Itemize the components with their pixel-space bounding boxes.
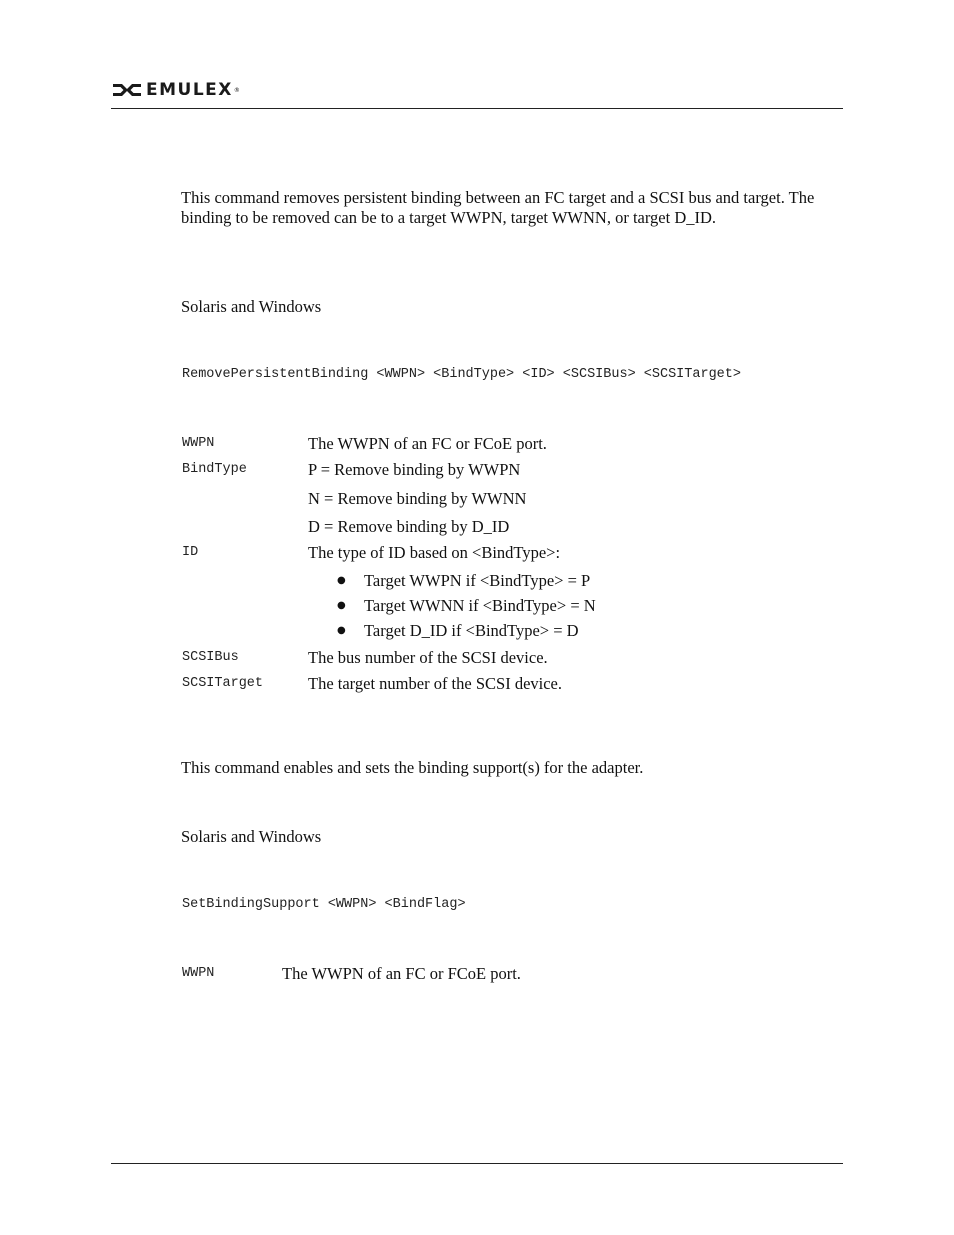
param-desc-scsibus: The bus number of the SCSI device. xyxy=(308,648,548,667)
param-name-id: ID xyxy=(182,545,199,560)
bullet-dot: ● xyxy=(337,600,346,611)
param-name-scsitarget: SCSITarget xyxy=(182,676,264,691)
id-bullet-did: Target D_ID if <BindType> = D xyxy=(364,621,579,640)
footer-rule xyxy=(111,1163,843,1164)
param-name-wwpn: WWPN xyxy=(182,436,215,451)
param-desc-bindtype-n: N = Remove binding by WWNN xyxy=(308,489,527,508)
bullet-dot: ● xyxy=(337,625,346,636)
section2-syntax: SetBindingSupport <WWPN> <BindFlag> xyxy=(182,897,466,912)
id-bullet-wwpn: Target WWPN if <BindType> = P xyxy=(364,571,591,590)
section2-description: This command enables and sets the binding support(s) for the adapter. xyxy=(181,758,644,777)
section1-description: This command removes persistent binding between an FC target and a SCSI bus and target. The binding to be removed can be to a target WWPN, target WWNN, or target D_ID. xyxy=(181,188,815,227)
emulex-logo-icon xyxy=(112,82,142,98)
param-desc-wwpn: The WWPN of an FC or FCoE port. xyxy=(308,434,547,453)
header-rule xyxy=(111,108,843,109)
param-desc-wwpn-2: The WWPN of an FC or FCoE port. xyxy=(282,964,521,983)
emulex-logo xyxy=(112,80,240,100)
bullet-dot: ● xyxy=(337,575,346,586)
id-bullet-wwnn: Target WWNN if <BindType> = N xyxy=(364,596,596,615)
logo-text: EMULEX xyxy=(146,80,233,100)
section1-syntax: RemovePersistentBinding <WWPN> <BindType> <ID> <SCSIBus> <SCSITarget> xyxy=(182,367,741,382)
param-desc-bindtype-p: P = Remove binding by WWPN xyxy=(308,460,521,479)
param-desc-bindtype-d: D = Remove binding by D_ID xyxy=(308,517,510,536)
param-desc-scsitarget: The target number of the SCSI device. xyxy=(308,674,563,693)
param-desc-id: The type of ID based on <BindType>: xyxy=(308,543,561,562)
param-name-scsibus: SCSIBus xyxy=(182,650,239,665)
logo-trademark: ® xyxy=(233,86,240,94)
section2-supported-os: Solaris and Windows xyxy=(181,827,322,846)
section1-supported-os: Solaris and Windows xyxy=(181,297,322,316)
param-name-wwpn-2: WWPN xyxy=(182,966,215,981)
param-name-bindtype: BindType xyxy=(182,462,247,477)
